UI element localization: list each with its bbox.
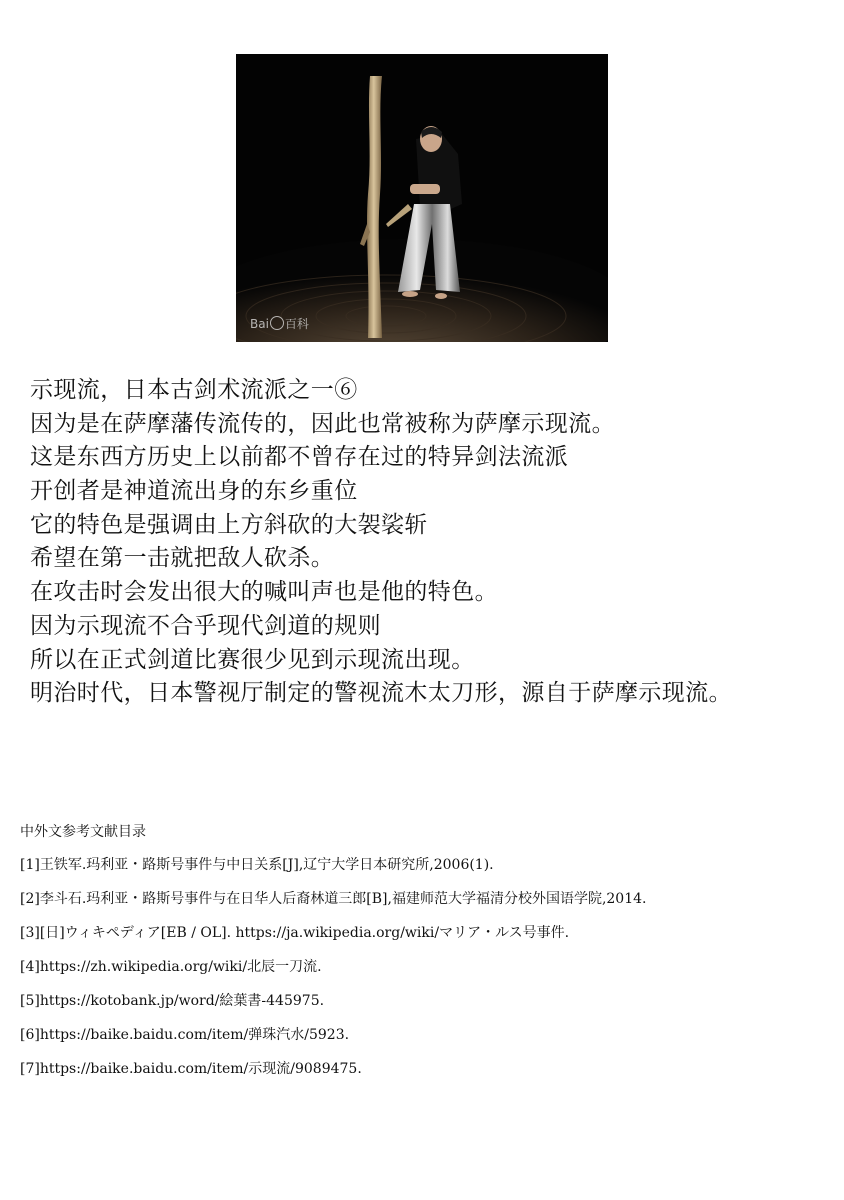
body-line: 示现流，日本古剑术流派之一⑥ <box>30 377 358 403</box>
paw-logo-icon <box>270 316 284 330</box>
reference-item: [1]王铁军.玛利亚・路斯号事件与中日关系[J],辽宁大学日本研究所,2006(1). <box>20 857 494 873</box>
body-line: 因为示现流不合乎现代剑道的规则 <box>30 612 381 639</box>
references-title: 中外文参考文献目录 <box>20 824 146 840</box>
reference-item: [2]李斗石.玛利亚・路斯号事件与在日华人后裔林道三郎[B],福建师范大学福清分校外国语学院,2014. <box>20 891 647 907</box>
body-text <box>30 374 840 711</box>
body-line: 所以在正式剑道比赛很少见到示现流出现。 <box>30 646 475 673</box>
body-line: 因为是在萨摩藩传流传的，因此也常被称为萨摩示现流。 <box>30 410 615 437</box>
kendo-practitioner-photo <box>236 54 608 342</box>
references-list <box>20 853 835 1091</box>
watermark-right: 百科 <box>284 317 309 331</box>
reference-item: [3][日]ウィキペディア[EB / OL]. https://ja.wikipedia.org/wiki/マリア・ルス号事件. <box>20 925 570 941</box>
body-line: 这是东西方历史上以前都不曾存在过的特异剑法流派 <box>30 444 569 471</box>
photo-illustration <box>236 54 608 342</box>
reference-item: [4]https://zh.wikipedia.org/wiki/北辰一刀流. <box>20 959 322 975</box>
references-section <box>20 820 835 1091</box>
reference-item: [7]https://baike.baidu.com/item/示现流/9089475. <box>20 1061 362 1077</box>
watermark-left: Bai <box>250 317 269 331</box>
body-line: 开创者是神道流出身的东乡重位 <box>30 478 358 505</box>
body-line: 在攻击时会发出很大的喊叫声也是他的特色。 <box>30 579 498 606</box>
body-line: 它的特色是强调由上方斜砍的大袈裟斩 <box>30 511 428 538</box>
baidu-baike-watermark <box>250 315 309 332</box>
reference-item: [6]https://baike.baidu.com/item/弹珠汽水/5923. <box>20 1027 350 1043</box>
reference-item: [5]https://kotobank.jp/word/絵葉書-445975. <box>20 993 325 1009</box>
body-line: 希望在第一击就把敌人砍杀。 <box>30 545 335 572</box>
body-line: 明治时代，日本警视厅制定的警视流木太刀形，源自于萨摩示现流。 <box>30 680 732 707</box>
